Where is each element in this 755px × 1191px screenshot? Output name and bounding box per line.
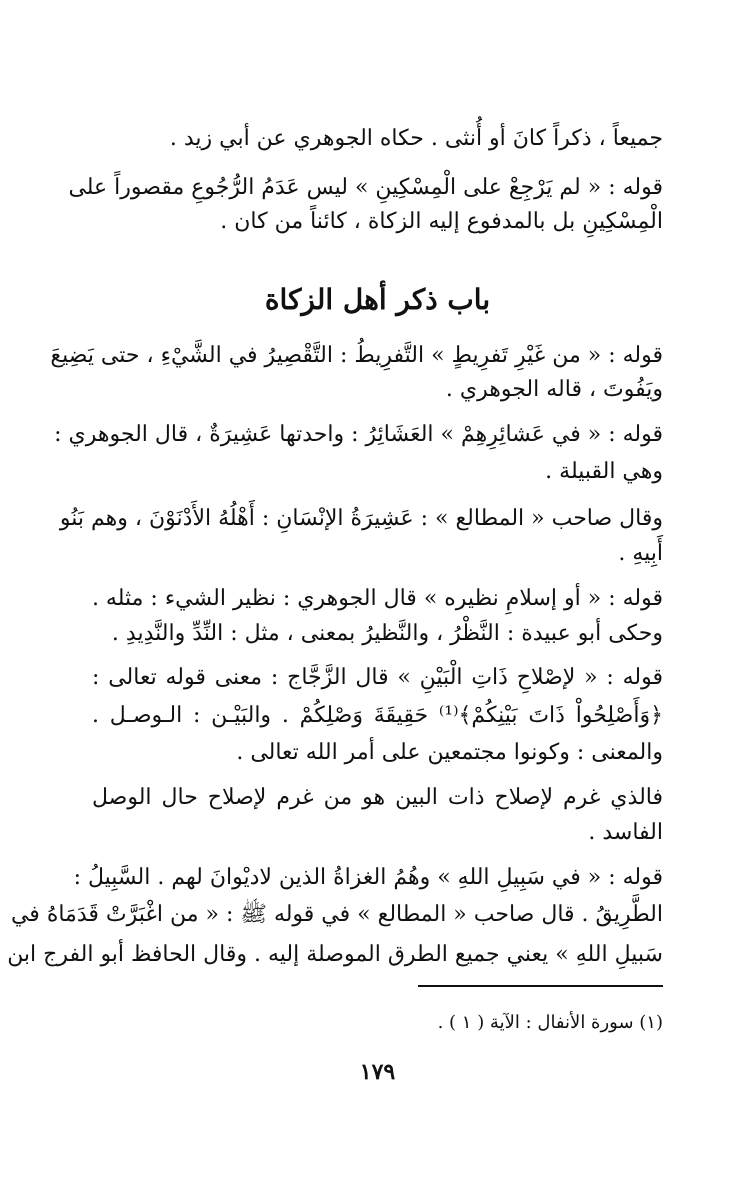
text-line-12: قوله : « لإصْلاحِ ذَاتِ الْبَيْنِ » قال الزَّجَّاج : معنى قوله تعالى : — [92, 665, 663, 690]
text-line-2: قوله : « لم يَرْجِعْ على الْمِسْكِينِ » ليس عَدَمُ الرُّجُوعِ مقصوراً على — [68, 175, 663, 200]
text-line-13: ﴿وَأَصْلِحُواْ ذَاتَ بَيْنِكُمْ﴾⁽¹⁾ حَقِيقَةَ وَصْلِكُمْ . والبَيْـن : الـوصـل . — [92, 703, 663, 728]
text-line-6: قوله : « في عَشائِرِهِمْ » العَشَائِرُ : واحدتها عَشِيرَةٌ ، قال الجوهري : — [54, 422, 663, 447]
footnote: (١) سورة الأنفال : الآية ( ١ ) . — [437, 1012, 663, 1033]
text-line-16: الفاسد . — [588, 820, 663, 845]
text-line-18: الطَّرِيقُ . قال صاحب « المطالع » في قوله ﷺ : « من اغْبَرَّتْ قَدَمَاهُ في — [10, 902, 663, 927]
text-line-11: وحكى أبو عبيدة : النَّظْرُ ، والنَّظيرُ بمعنى ، مثل : النِّدِّ والنَّدِيدِ . — [111, 621, 663, 646]
section-heading: باب ذكر أهل الزكاة — [264, 283, 491, 316]
text-line-19: سَبيلِ اللهِ » يعني جميع الطرق الموصلة إليه . وقال الحافظ أبو الفرج ابن — [7, 942, 663, 967]
text-line-8: وقال صاحب « المطالع » : عَشِيرَةُ الإنْسَانِ : أَهْلُهُ الأَدْنَوْنَ ، وهم بَنُو — [59, 506, 663, 531]
text-line-9: أَبِيهِ . — [618, 541, 663, 566]
text-line-15: فالذي غرم لإصلاح ذات البين هو من غرم لإصلاح حال الوصل — [92, 785, 663, 810]
footnote-divider — [418, 985, 663, 987]
text-line-4: قوله : « من غَيْرِ تَفرِيطٍ » التَّفرِيطُ : التَّقْصِيرُ في الشَّيْءِ ، حتى يَضِيعَ — [50, 343, 663, 368]
text-line-14: والمعنى : وكونوا مجتمعين على أمر الله تعالى . — [236, 740, 663, 765]
text-line-7: وهي القبيلة . — [545, 459, 663, 484]
page-number: ١٧٩ — [359, 1059, 396, 1085]
text-line-3: الْمِسْكِينِ بل بالمدفوع إليه الزكاة ، كائناً من كان . — [220, 209, 663, 234]
text-line-17: قوله : « في سَبِيلِ اللهِ » وهُمُ الغزاةُ الذين لاديْوانَ لهم . السَّبِيلُ : — [73, 865, 663, 890]
text-line-5: ويَفُوتَ ، قاله الجوهري . — [445, 377, 663, 402]
text-line-10: قوله : « أو إسلامِ نظيره » قال الجوهري : نظير الشيء : مثله . — [91, 586, 663, 611]
text-line-1: جميعاً ، ذكراً كانَ أو أُنثى . حكاه الجوهري عن أبي زيد . — [169, 126, 663, 151]
